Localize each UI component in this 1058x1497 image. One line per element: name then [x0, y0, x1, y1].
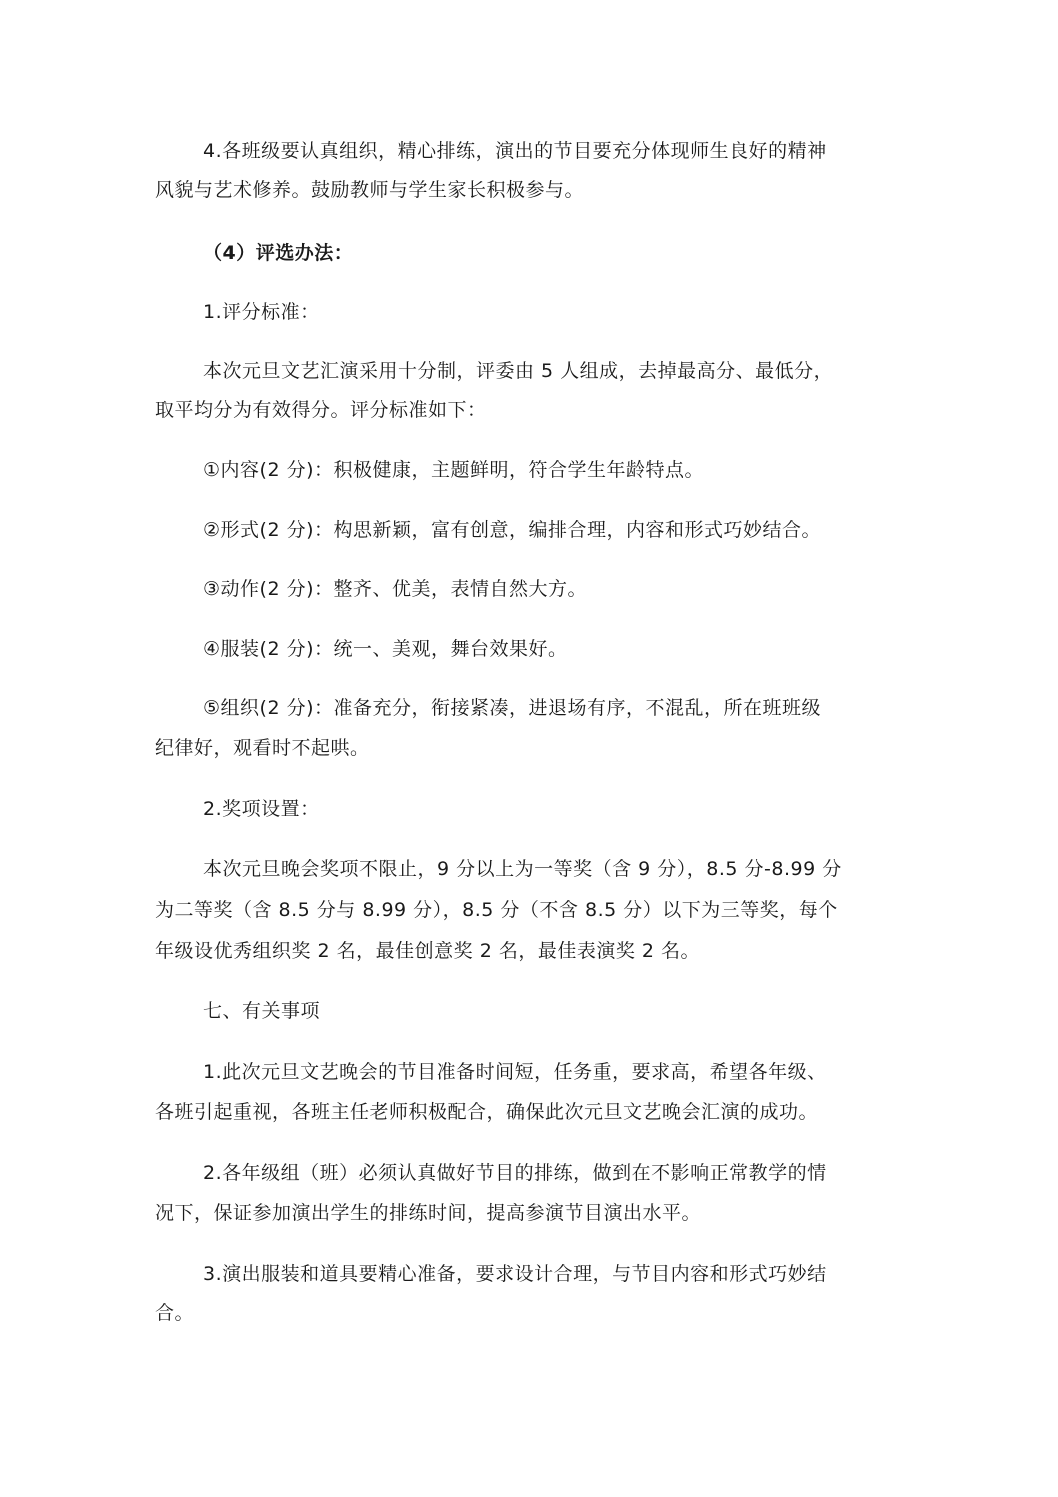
paragraph-line: 4.各班级要认真组织，精心排练，演出的节目要充分体现师生良好的精神	[203, 140, 827, 162]
paragraph-line: 本次元旦晚会奖项不限止，9 分以上为一等奖（含 9 分），8.5 分-8.99 分	[203, 858, 842, 880]
paragraph-line: 本次元旦文艺汇演采用十分制，评委由 5 人组成，去掉最高分、最低分，	[203, 360, 834, 382]
paragraph-line: 风貌与艺术修养。鼓励教师与学生家长积极参与。	[155, 179, 585, 201]
paragraph-line: 年级设优秀组织奖 2 名，最佳创意奖 2 名，最佳表演奖 2 名。	[155, 940, 701, 962]
paragraph-line: 取平均分为有效得分。评分标准如下：	[155, 399, 487, 421]
criterion-item: ⑤组织(2 分)：准备充分，衔接紧凑，进退场有序，不混乱，所在班班级	[203, 697, 821, 719]
section-heading: 七、有关事项	[203, 1000, 321, 1022]
subsection-title: 2.奖项设置：	[203, 798, 320, 820]
paragraph-line: 2.各年级组（班）必须认真做好节目的排练，做到在不影响正常教学的情	[203, 1162, 827, 1184]
paragraph-line: 为二等奖（含 8.5 分与 8.99 分），8.5 分（不含 8.5 分）以下为三等奖，每个	[155, 899, 838, 921]
criterion-item: ③动作(2 分)：整齐、优美，表情自然大方。	[203, 578, 587, 600]
paragraph-line: 合。	[155, 1302, 195, 1324]
criterion-item-continuation: 纪律好，观看时不起哄。	[155, 737, 370, 759]
paragraph-line: 1.此次元旦文艺晚会的节目准备时间短，任务重，要求高，希望各年级、	[203, 1061, 827, 1083]
paragraph-line: 况下，保证参加演出学生的排练时间，提高参演节目演出水平。	[155, 1202, 702, 1224]
subsection-title: 1.评分标准：	[203, 301, 320, 323]
criterion-item: ①内容(2 分)：积极健康，主题鲜明，符合学生年龄特点。	[203, 459, 704, 481]
section-heading: （4）评选办法：	[203, 242, 354, 264]
paragraph-line: 3.演出服装和道具要精心准备，要求设计合理，与节目内容和形式巧妙结	[203, 1263, 827, 1285]
criterion-item: ②形式(2 分)：构思新颖，富有创意，编排合理，内容和形式巧妙结合。	[203, 519, 821, 541]
criterion-item: ④服装(2 分)：统一、美观，舞台效果好。	[203, 638, 568, 660]
paragraph-line: 各班引起重视，各班主任老师积极配合，确保此次元旦文艺晚会汇演的成功。	[155, 1101, 819, 1123]
